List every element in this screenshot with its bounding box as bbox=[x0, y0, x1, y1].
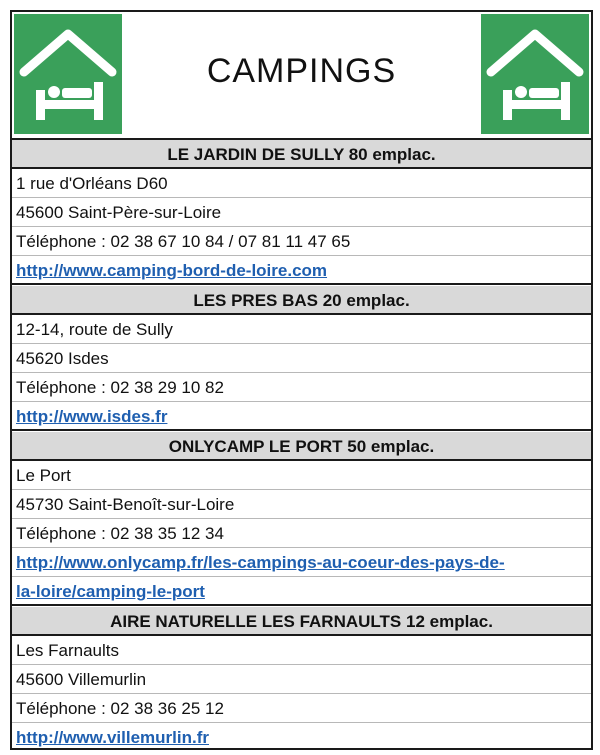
house-bed-icon bbox=[481, 14, 589, 134]
camping-entry bbox=[12, 140, 591, 285]
postal-city-line: 45600 Saint-Père-sur-Loire bbox=[12, 198, 591, 227]
camping-name: LE JARDIN DE SULLY 80 emplac. bbox=[12, 140, 591, 169]
website-link[interactable]: http://www.camping-bord-de-loire.com bbox=[16, 261, 328, 280]
camping-entry bbox=[12, 286, 591, 431]
phone-line: Téléphone : 02 38 67 10 84 / 07 81 11 47 65 bbox=[12, 227, 591, 256]
postal-city-line: 45620 Isdes bbox=[12, 344, 591, 373]
website-link[interactable]: http://www.villemurlin.fr bbox=[16, 728, 209, 747]
page-title: CAMPINGS bbox=[206, 52, 397, 90]
camping-name: AIRE NATURELLE LES FARNAULTS 12 emplac. bbox=[12, 607, 591, 636]
address-line: Le Port bbox=[12, 461, 591, 490]
phone-line: Téléphone : 02 38 29 10 82 bbox=[12, 373, 591, 402]
website-row-continued bbox=[12, 577, 591, 606]
camping-name: ONLYCAMP LE PORT 50 emplac. bbox=[12, 432, 591, 461]
address-line: 12-14, route de Sully bbox=[12, 315, 591, 344]
address-line: 1 rue d'Orléans D60 bbox=[12, 169, 591, 198]
website-link[interactable]: http://www.isdes.fr bbox=[16, 407, 168, 426]
website-link-continued[interactable]: la-loire/camping-le-port bbox=[16, 582, 205, 601]
header bbox=[12, 12, 591, 140]
website-row bbox=[12, 548, 591, 577]
address-line: Les Farnaults bbox=[12, 636, 591, 665]
website-row bbox=[12, 723, 591, 750]
website-link[interactable]: http://www.onlycamp.fr/les-campings-au-coeur-des-pays-de- bbox=[16, 553, 505, 572]
camping-entry bbox=[12, 607, 591, 750]
postal-city-line: 45600 Villemurlin bbox=[12, 665, 591, 694]
postal-city-line: 45730 Saint-Benoît-sur-Loire bbox=[12, 490, 591, 519]
phone-line: Téléphone : 02 38 35 12 34 bbox=[12, 519, 591, 548]
camping-entry bbox=[12, 432, 591, 606]
website-row bbox=[12, 256, 591, 285]
website-row bbox=[12, 402, 591, 431]
campings-card bbox=[10, 10, 593, 750]
phone-line: Téléphone : 02 38 36 25 12 bbox=[12, 694, 591, 723]
camping-name: LES PRES BAS 20 emplac. bbox=[12, 286, 591, 315]
